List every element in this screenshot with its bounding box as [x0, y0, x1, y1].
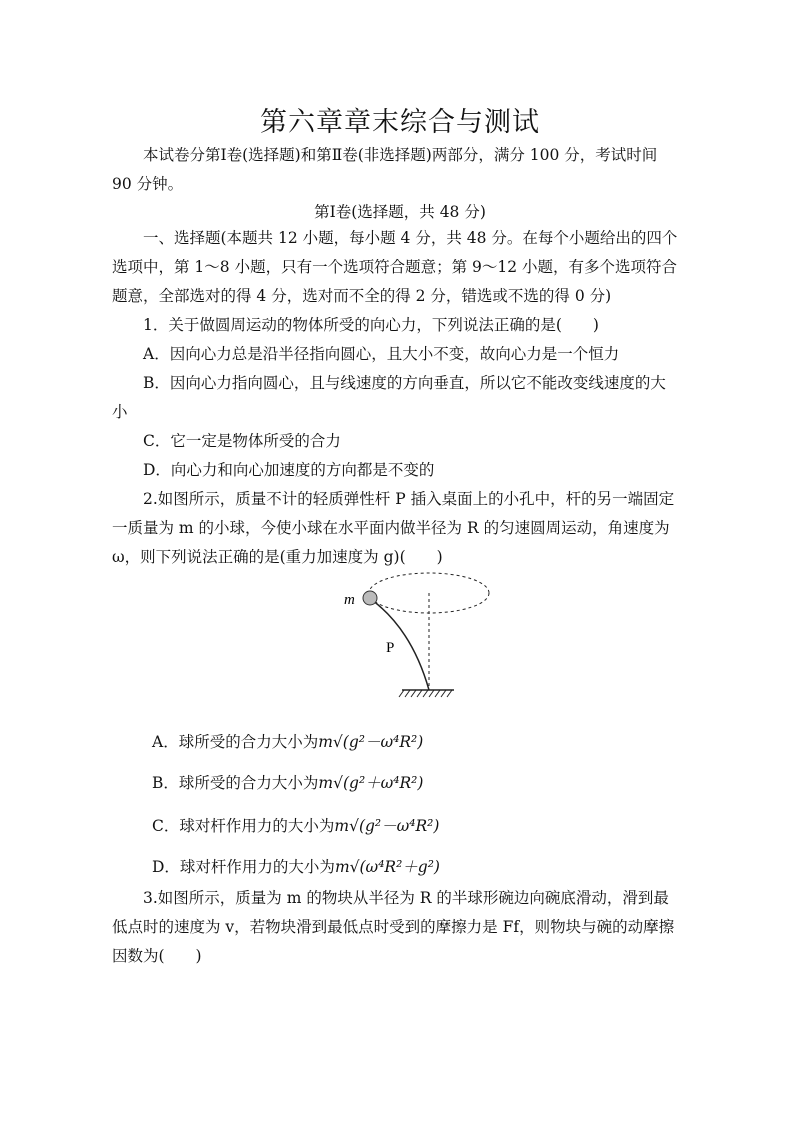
q2-option-a — [152, 730, 423, 752]
q3-stem: 3.如图所示，质量为 m 的物块从半径为 R 的半球形碗边向碗底滑动，滑到最低点时的速度为 v，若物块滑到最低点时受到的摩擦力是 Ff，则物块与碗的动摩擦因数为( ) — [112, 889, 675, 965]
ground-hatching — [399, 690, 452, 697]
q2-option-a-expr: m√(g²－ω⁴R²) — [318, 733, 424, 751]
q2-option-b-expr: m√(g²＋ω⁴R²) — [318, 774, 424, 792]
elastic-rod — [372, 600, 429, 690]
ball — [363, 591, 377, 605]
q2-option-d-expr: m√(ω⁴R²＋g²) — [334, 858, 440, 876]
q1-option-a: A．因向心力总是沿半径指向圆心，且大小不变，故向心力是一个恒力 — [143, 345, 620, 363]
q2-stem: 2.如图所示，质量不计的轻质弹性杆 P 插入桌面上的小孔中，杆的另一端固定一质量为 m 的小球，今使小球在水平面内做半径为 R 的匀速圆周运动，角速度为 ω，则下列说法正确的是(重力加速度为 g)( ) — [112, 490, 675, 566]
q1-option-c: C．它一定是物体所受的合力 — [143, 432, 341, 450]
q2-option-d — [152, 855, 440, 877]
q2-option-c-text: C．球对杆作用力的大小为 — [152, 817, 335, 835]
intro-paragraph: 本试卷分第Ⅰ卷(选择题)和第Ⅱ卷(非选择题)两部分，满分 100 分，考试时间 90 分钟。 — [112, 146, 658, 193]
part1-instructions: 一、选择题(本题共 12 小题，每小题 4 分，共 48 分。在每个小题给出的四个选项中，第 1～8 小题，只有一个选项符合题意；第 9～12 小题，有多个选项符合题意，全部选对的得 4 分，选对而不全的得 2 分，错选或不选的得 0 分) — [112, 229, 678, 305]
mass-label: m — [344, 592, 355, 608]
q2-option-d-text: D．球对杆作用力的大小为 — [152, 858, 335, 876]
q2-option-c-expr: m√(g²－ω⁴R²) — [334, 817, 440, 835]
q1-stem: 1．关于做圆周运动的物体所受的向心力，下列说法正确的是( ) — [143, 316, 599, 334]
q1-option-d: D．向心力和向心加速度的方向都是不变的 — [143, 461, 435, 479]
page-title: 第六章章末综合与测试 — [260, 107, 540, 138]
section-title: 第Ⅰ卷(选择题，共 48 分) — [314, 203, 486, 221]
q2-option-b-text: B．球所受的合力大小为 — [152, 774, 319, 792]
q2-option-a-text: A．球所受的合力大小为 — [152, 733, 319, 751]
q2-figure — [334, 560, 500, 708]
rod-label: P — [386, 640, 395, 656]
q1-option-b: B．因向心力指向圆心，且与线速度的方向垂直，所以它不能改变线速度的大小 — [112, 374, 666, 421]
q2-option-b — [152, 771, 423, 793]
q2-option-c — [152, 814, 439, 836]
